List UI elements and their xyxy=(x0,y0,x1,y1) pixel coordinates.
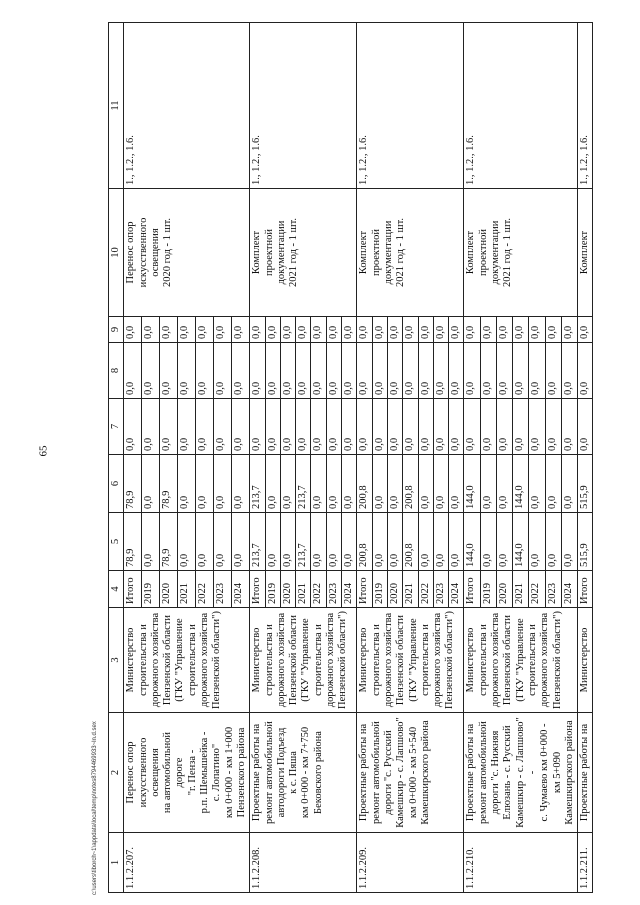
value-col-9: 0,0 xyxy=(342,317,357,343)
value-col-7: 0,0 xyxy=(124,399,142,455)
year-cell: 2019 xyxy=(142,571,160,608)
value-col-9: 0,0 xyxy=(196,317,214,343)
value-col-6: 0,0 xyxy=(280,455,295,513)
value-col-9: 0,0 xyxy=(496,317,512,343)
year-cell: 2022 xyxy=(529,571,545,608)
column-number-6: 6 xyxy=(109,455,124,513)
value-col-6: 0,0 xyxy=(326,455,341,513)
value-col-9: 0,0 xyxy=(160,317,178,343)
value-col-8: 0,0 xyxy=(265,343,280,399)
value-col-7: 0,0 xyxy=(433,399,448,455)
record-result: Комплект проектной документации 2021 год - 1 шт. xyxy=(250,189,357,317)
value-col-6: 0,0 xyxy=(311,455,326,513)
value-col-5: 144,0 xyxy=(513,513,529,571)
record-id: 1.1.2.210. xyxy=(464,833,578,893)
record-indicator: 1., 1.2., 1.6. xyxy=(124,23,250,189)
value-col-5: 144,0 xyxy=(464,513,480,571)
value-col-9: 0,0 xyxy=(418,317,433,343)
record-executor: Министерство строительства и дорожного хозяйства Пензенской области (ГКУ "Управление строительства и дорожного хозяйства Пензенской области") xyxy=(357,608,464,713)
value-col-5: 0,0 xyxy=(280,513,295,571)
value-col-9: 0,0 xyxy=(449,317,464,343)
column-number-1: 1 xyxy=(109,833,124,893)
value-col-7: 0,0 xyxy=(529,399,545,455)
value-col-7: 0,0 xyxy=(280,399,295,455)
record-indicator: 1., 1.2., 1.6. xyxy=(578,23,593,189)
value-col-6: 0,0 xyxy=(142,455,160,513)
value-col-5: 0,0 xyxy=(265,513,280,571)
value-col-5: 0,0 xyxy=(214,513,232,571)
value-col-7: 0,0 xyxy=(342,399,357,455)
value-col-5: 515,9 xyxy=(578,513,593,571)
value-col-6: 0,0 xyxy=(433,455,448,513)
value-col-6: 78,9 xyxy=(160,455,178,513)
value-col-9: 0,0 xyxy=(280,317,295,343)
value-col-9: 0,0 xyxy=(265,317,280,343)
value-col-9: 0,0 xyxy=(124,317,142,343)
value-col-7: 0,0 xyxy=(160,399,178,455)
value-col-9: 0,0 xyxy=(578,317,593,343)
value-col-8: 0,0 xyxy=(311,343,326,399)
year-cell: 2019 xyxy=(265,571,280,608)
value-col-6: 0,0 xyxy=(545,455,561,513)
year-cell: 2023 xyxy=(326,571,341,608)
table-row xyxy=(464,23,480,893)
value-col-6: 0,0 xyxy=(178,455,196,513)
value-col-6: 0,0 xyxy=(418,455,433,513)
value-col-7: 0,0 xyxy=(449,399,464,455)
value-col-5: 0,0 xyxy=(480,513,496,571)
value-col-5: 0,0 xyxy=(326,513,341,571)
value-col-7: 0,0 xyxy=(178,399,196,455)
year-cell: 2024 xyxy=(232,571,250,608)
year-cell: 2023 xyxy=(433,571,448,608)
record-name: Проектные работы на ремонт автомобильной автодороги Подъезд к с. Пяша км 0+000 - км 7+750 Бековского района xyxy=(250,713,357,833)
value-col-8: 0,0 xyxy=(418,343,433,399)
value-col-6: 0,0 xyxy=(342,455,357,513)
value-col-9: 0,0 xyxy=(250,317,265,343)
record-name: Проектные работы на ремонт автомобильной дороги "с. Русский Камешкир - с. Лапшово" км 0+000 - км 5+540 Камешкирского района xyxy=(357,713,464,833)
value-col-6: 200,8 xyxy=(403,455,418,513)
value-col-9: 0,0 xyxy=(372,317,387,343)
value-col-8: 0,0 xyxy=(178,343,196,399)
value-col-5: 200,8 xyxy=(357,513,372,571)
value-col-6: 515,9 xyxy=(578,455,593,513)
table-row xyxy=(357,23,372,893)
year-cell: 2021 xyxy=(296,571,311,608)
value-col-7: 0,0 xyxy=(496,399,512,455)
value-col-6: 213,7 xyxy=(250,455,265,513)
value-col-7: 0,0 xyxy=(142,399,160,455)
value-col-9: 0,0 xyxy=(480,317,496,343)
year-cell: 2021 xyxy=(178,571,196,608)
value-col-6: 78,9 xyxy=(124,455,142,513)
value-col-7: 0,0 xyxy=(545,399,561,455)
value-col-6: 144,0 xyxy=(513,455,529,513)
value-col-5: 0,0 xyxy=(232,513,250,571)
record-executor: Министерство строительства и дорожного хозяйства Пензенской области (ГКУ "Управление строительства и дорожного хозяйства Пензенской области") xyxy=(464,608,578,713)
value-col-6: 0,0 xyxy=(232,455,250,513)
value-col-8: 0,0 xyxy=(342,343,357,399)
year-cell: Итого xyxy=(357,571,372,608)
value-col-8: 0,0 xyxy=(433,343,448,399)
value-col-5: 213,7 xyxy=(250,513,265,571)
value-col-8: 0,0 xyxy=(160,343,178,399)
value-col-7: 0,0 xyxy=(196,399,214,455)
year-cell: 2022 xyxy=(196,571,214,608)
value-col-8: 0,0 xyxy=(357,343,372,399)
value-col-7: 0,0 xyxy=(357,399,372,455)
value-col-9: 0,0 xyxy=(545,317,561,343)
value-col-6: 0,0 xyxy=(387,455,402,513)
record-id: 1.1.2.211. xyxy=(578,833,593,893)
value-col-8: 0,0 xyxy=(480,343,496,399)
value-col-9: 0,0 xyxy=(142,317,160,343)
value-col-7: 0,0 xyxy=(326,399,341,455)
value-col-6: 0,0 xyxy=(449,455,464,513)
year-cell: 2019 xyxy=(480,571,496,608)
value-col-9: 0,0 xyxy=(326,317,341,343)
value-col-5: 0,0 xyxy=(545,513,561,571)
value-col-8: 0,0 xyxy=(124,343,142,399)
value-col-8: 0,0 xyxy=(464,343,480,399)
value-col-5: 0,0 xyxy=(496,513,512,571)
value-col-9: 0,0 xyxy=(296,317,311,343)
year-cell: Итого xyxy=(578,571,593,608)
column-number-8: 8 xyxy=(109,343,124,399)
record-indicator: 1., 1.2., 1.6. xyxy=(464,23,578,189)
year-cell: 2024 xyxy=(449,571,464,608)
program-table xyxy=(108,22,593,893)
record-executor: Министерство xyxy=(578,608,593,713)
column-number-7: 7 xyxy=(109,399,124,455)
value-col-8: 0,0 xyxy=(232,343,250,399)
value-col-8: 0,0 xyxy=(513,343,529,399)
value-col-7: 0,0 xyxy=(265,399,280,455)
value-col-6: 0,0 xyxy=(496,455,512,513)
year-cell: 2024 xyxy=(561,571,577,608)
column-number-10: 10 xyxy=(109,189,124,317)
value-col-5: 0,0 xyxy=(196,513,214,571)
value-col-7: 0,0 xyxy=(311,399,326,455)
value-col-5: 200,8 xyxy=(403,513,418,571)
value-col-5: 0,0 xyxy=(449,513,464,571)
table-row xyxy=(124,23,142,893)
value-col-6: 0,0 xyxy=(196,455,214,513)
value-col-8: 0,0 xyxy=(372,343,387,399)
value-col-6: 0,0 xyxy=(265,455,280,513)
value-col-8: 0,0 xyxy=(214,343,232,399)
record-executor: Министерство строительства и дорожного хозяйства Пензенской области (ГКУ "Управление строительства и дорожного хозяйства Пензенской области") xyxy=(124,608,250,713)
year-cell: 2020 xyxy=(160,571,178,608)
value-col-5: 0,0 xyxy=(372,513,387,571)
value-col-7: 0,0 xyxy=(372,399,387,455)
table-row xyxy=(250,23,265,893)
record-name: Проектные работы на xyxy=(578,713,593,833)
value-col-5: 0,0 xyxy=(178,513,196,571)
year-cell: 2023 xyxy=(545,571,561,608)
value-col-8: 0,0 xyxy=(403,343,418,399)
value-col-6: 0,0 xyxy=(529,455,545,513)
value-col-5: 0,0 xyxy=(342,513,357,571)
value-col-8: 0,0 xyxy=(545,343,561,399)
column-number-9: 9 xyxy=(109,317,124,343)
year-cell: Итого xyxy=(250,571,265,608)
value-col-7: 0,0 xyxy=(403,399,418,455)
column-number-2: 2 xyxy=(109,713,124,833)
value-col-8: 0,0 xyxy=(387,343,402,399)
value-col-8: 0,0 xyxy=(578,343,593,399)
value-col-6: 200,8 xyxy=(357,455,372,513)
record-id: 1.1.2.207. xyxy=(124,833,250,893)
record-result: Комплект проектной документации 2021 год - 1 шт. xyxy=(464,189,578,317)
value-col-6: 0,0 xyxy=(372,455,387,513)
value-col-9: 0,0 xyxy=(433,317,448,343)
value-col-9: 0,0 xyxy=(529,317,545,343)
value-col-8: 0,0 xyxy=(496,343,512,399)
value-col-7: 0,0 xyxy=(214,399,232,455)
record-result: Комплект проектной документации 2021 год - 1 шт. xyxy=(357,189,464,317)
value-col-8: 0,0 xyxy=(280,343,295,399)
value-col-9: 0,0 xyxy=(387,317,402,343)
value-col-9: 0,0 xyxy=(403,317,418,343)
record-name: Перенос опор искусственного освещения на автомобильной дороге "г. Пенза - р.п. Шемышейка - с. Лопатино" км 0+000 - км 1+000 Пензенского района xyxy=(124,713,250,833)
year-cell: 2022 xyxy=(311,571,326,608)
year-cell: 2020 xyxy=(387,571,402,608)
year-cell: 2019 xyxy=(372,571,387,608)
value-col-7: 0,0 xyxy=(250,399,265,455)
year-cell: Итого xyxy=(464,571,480,608)
value-col-8: 0,0 xyxy=(196,343,214,399)
value-col-8: 0,0 xyxy=(250,343,265,399)
value-col-5: 0,0 xyxy=(387,513,402,571)
value-col-9: 0,0 xyxy=(464,317,480,343)
year-cell: 2023 xyxy=(214,571,232,608)
value-col-5: 0,0 xyxy=(561,513,577,571)
footer-file-path: c:\users\tiborch~1\appdata\local\temp\notes8794469933~ln.d.sex xyxy=(92,721,98,895)
value-col-7: 0,0 xyxy=(296,399,311,455)
value-col-7: 0,0 xyxy=(578,399,593,455)
record-indicator: 1., 1.2., 1.6. xyxy=(357,23,464,189)
table-body xyxy=(124,23,593,893)
value-col-9: 0,0 xyxy=(357,317,372,343)
value-col-8: 0,0 xyxy=(529,343,545,399)
year-cell: 2021 xyxy=(403,571,418,608)
year-cell: 2020 xyxy=(280,571,295,608)
value-col-8: 0,0 xyxy=(449,343,464,399)
year-cell: 2020 xyxy=(496,571,512,608)
value-col-5: 0,0 xyxy=(433,513,448,571)
value-col-9: 0,0 xyxy=(311,317,326,343)
year-cell: 2024 xyxy=(342,571,357,608)
table-row xyxy=(578,23,593,893)
value-col-7: 0,0 xyxy=(418,399,433,455)
value-col-5: 0,0 xyxy=(529,513,545,571)
value-col-5: 78,9 xyxy=(124,513,142,571)
value-col-7: 0,0 xyxy=(561,399,577,455)
value-col-5: 213,7 xyxy=(296,513,311,571)
record-result: Комплект xyxy=(578,189,593,317)
value-col-6: 213,7 xyxy=(296,455,311,513)
value-col-7: 0,0 xyxy=(464,399,480,455)
value-col-9: 0,0 xyxy=(178,317,196,343)
record-result: Перенос опор искусственного освещения 2020 год - 1 шт. xyxy=(124,189,250,317)
value-col-9: 0,0 xyxy=(561,317,577,343)
page-number: 65 xyxy=(37,445,50,457)
record-id: 1.1.2.209. xyxy=(357,833,464,893)
value-col-6: 0,0 xyxy=(214,455,232,513)
value-col-8: 0,0 xyxy=(561,343,577,399)
value-col-8: 0,0 xyxy=(326,343,341,399)
record-executor: Министерство строительства и дорожного хозяйства Пензенской области (ГКУ "Управление строительства и дорожного хозяйства Пензенской области") xyxy=(250,608,357,713)
value-col-9: 0,0 xyxy=(214,317,232,343)
year-cell: Итого xyxy=(124,571,142,608)
value-col-5: 0,0 xyxy=(311,513,326,571)
column-number-11: 11 xyxy=(109,23,124,189)
value-col-7: 0,0 xyxy=(232,399,250,455)
record-name: Проектные работы на ремонт автомобильной дороги "с. Нижняя Елюзань - с. Русский Камешкир - с. Лапшово" - с. Чумаево км 0+000 - км 5+090 Камешкирского района xyxy=(464,713,578,833)
value-col-7: 0,0 xyxy=(480,399,496,455)
year-cell: 2021 xyxy=(513,571,529,608)
value-col-7: 0,0 xyxy=(513,399,529,455)
record-id: 1.1.2.208. xyxy=(250,833,357,893)
value-col-6: 144,0 xyxy=(464,455,480,513)
column-number-4: 4 xyxy=(109,571,124,608)
rotated-page xyxy=(108,23,613,893)
value-col-8: 0,0 xyxy=(142,343,160,399)
record-indicator: 1., 1.2., 1.6. xyxy=(250,23,357,189)
year-cell: 2022 xyxy=(418,571,433,608)
value-col-7: 0,0 xyxy=(387,399,402,455)
column-number-3: 3 xyxy=(109,608,124,713)
value-col-9: 0,0 xyxy=(513,317,529,343)
value-col-6: 0,0 xyxy=(561,455,577,513)
value-col-5: 78,9 xyxy=(160,513,178,571)
value-col-8: 0,0 xyxy=(296,343,311,399)
value-col-5: 0,0 xyxy=(418,513,433,571)
value-col-9: 0,0 xyxy=(232,317,250,343)
value-col-6: 0,0 xyxy=(480,455,496,513)
column-number-row xyxy=(109,23,124,893)
column-number-5: 5 xyxy=(109,513,124,571)
value-col-5: 0,0 xyxy=(142,513,160,571)
